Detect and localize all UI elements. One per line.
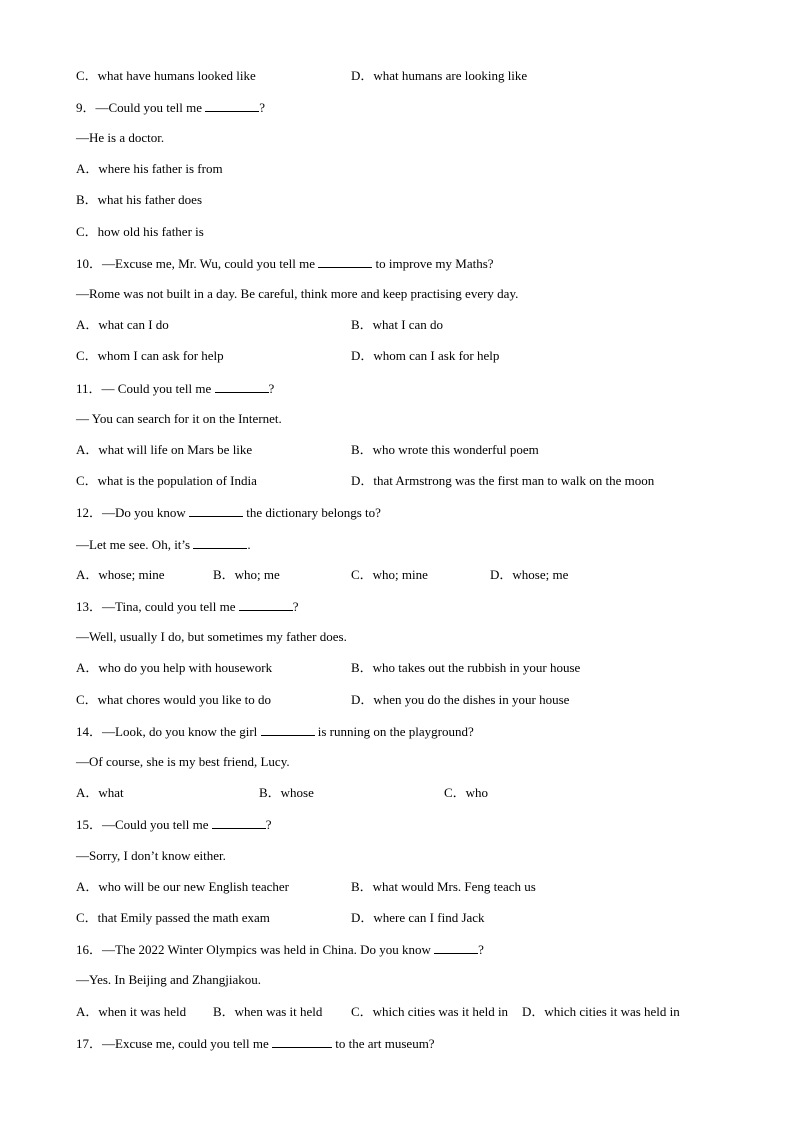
q17-question: 17．—Excuse me, could you tell me to the art museum? <box>76 1036 435 1051</box>
q8-option-c: C．what have humans looked like <box>76 68 256 83</box>
q16-option-d: D．which cities it was held in <box>522 1004 680 1019</box>
q13-answer: —Well, usually I do, but sometimes my father does. <box>76 629 347 644</box>
answer-blank[interactable] <box>193 536 247 549</box>
q13-option-c: C．what chores would you like to do <box>76 692 271 707</box>
q15-option-b: B．what would Mrs. Feng teach us <box>351 879 536 894</box>
q16-question: 16．—The 2022 Winter Olympics was held in China. Do you know ? <box>76 942 484 957</box>
q9-option-c: C．how old his father is <box>76 224 204 239</box>
q14-question: 14．—Look, do you know the girl is running on the playground? <box>76 724 474 739</box>
q10-answer: —Rome was not built in a day. Be careful, think more and keep practising every day. <box>76 286 519 301</box>
q15-option-a: A．who will be our new English teacher <box>76 879 290 894</box>
q13-option-a: A．who do you help with housework <box>76 660 273 675</box>
q10-option-c: C．whom I can ask for help <box>76 348 224 363</box>
q13-question: 13．—Tina, could you tell me ? <box>76 599 299 614</box>
q11-answer: — You can search for it on the Internet. <box>76 411 282 426</box>
q9-answer: —He is a doctor. <box>76 130 165 145</box>
q12-option-b: B．who; me <box>213 567 280 582</box>
q10-question: 10．—Excuse me, Mr. Wu, could you tell me to improve my Maths? <box>76 256 494 271</box>
q12-option-c: C．who; mine <box>351 567 428 582</box>
answer-blank[interactable] <box>239 598 293 611</box>
q11-option-c: C．what is the population of India <box>76 473 257 488</box>
answer-blank[interactable] <box>212 816 266 829</box>
q14-answer: —Of course, she is my best friend, Lucy. <box>76 754 290 769</box>
answer-blank[interactable] <box>205 99 259 112</box>
answer-blank[interactable] <box>318 255 372 268</box>
q13-option-d: D．when you do the dishes in your house <box>351 692 570 707</box>
q9-option-a: A．where his father is from <box>76 161 223 176</box>
q15-answer: —Sorry, I don’t know either. <box>76 848 226 863</box>
q15-option-d: D．where can I find Jack <box>351 910 485 925</box>
q12-question: 12．—Do you know the dictionary belongs to? <box>76 505 381 520</box>
q16-answer: —Yes. In Beijing and Zhangjiakou. <box>76 972 261 987</box>
q9-option-b: B．what his father does <box>76 192 203 207</box>
q15-option-c: C．that Emily passed the math exam <box>76 910 270 925</box>
answer-blank[interactable] <box>434 941 478 954</box>
q16-option-a: A．when it was held <box>76 1004 187 1019</box>
q10-option-a: A．what can I do <box>76 317 169 332</box>
answer-blank[interactable] <box>189 504 243 517</box>
q14-option-a: A．what <box>76 785 124 800</box>
answer-blank[interactable] <box>261 723 315 736</box>
q11-option-b: B．who wrote this wonderful poem <box>351 442 539 457</box>
q10-option-b: B．what I can do <box>351 317 444 332</box>
answer-blank[interactable] <box>272 1035 332 1048</box>
q13-option-b: B．who takes out the rubbish in your house <box>351 660 581 675</box>
q14-option-c: C．who <box>444 785 489 800</box>
q12-option-a: A．whose; mine <box>76 567 165 582</box>
q11-option-d: D．that Armstrong was the first man to walk on the moon <box>351 473 655 488</box>
q16-option-c: C．which cities was it held in <box>351 1004 509 1019</box>
q14-option-b: B．whose <box>259 785 314 800</box>
q9-question: 9．—Could you tell me ? <box>76 100 266 115</box>
answer-blank[interactable] <box>215 380 269 393</box>
q8-option-d: D．what humans are looking like <box>351 68 528 83</box>
q10-option-d: D．whom can I ask for help <box>351 348 500 363</box>
q12-answer: —Let me see. Oh, it’s . <box>76 537 251 552</box>
q16-option-b: B．when was it held <box>213 1004 323 1019</box>
q11-question: 11．— Could you tell me ? <box>76 381 275 396</box>
q12-option-d: D．whose; me <box>490 567 569 582</box>
q15-question: 15．—Could you tell me ? <box>76 817 272 832</box>
q11-option-a: A．what will life on Mars be like <box>76 442 253 457</box>
